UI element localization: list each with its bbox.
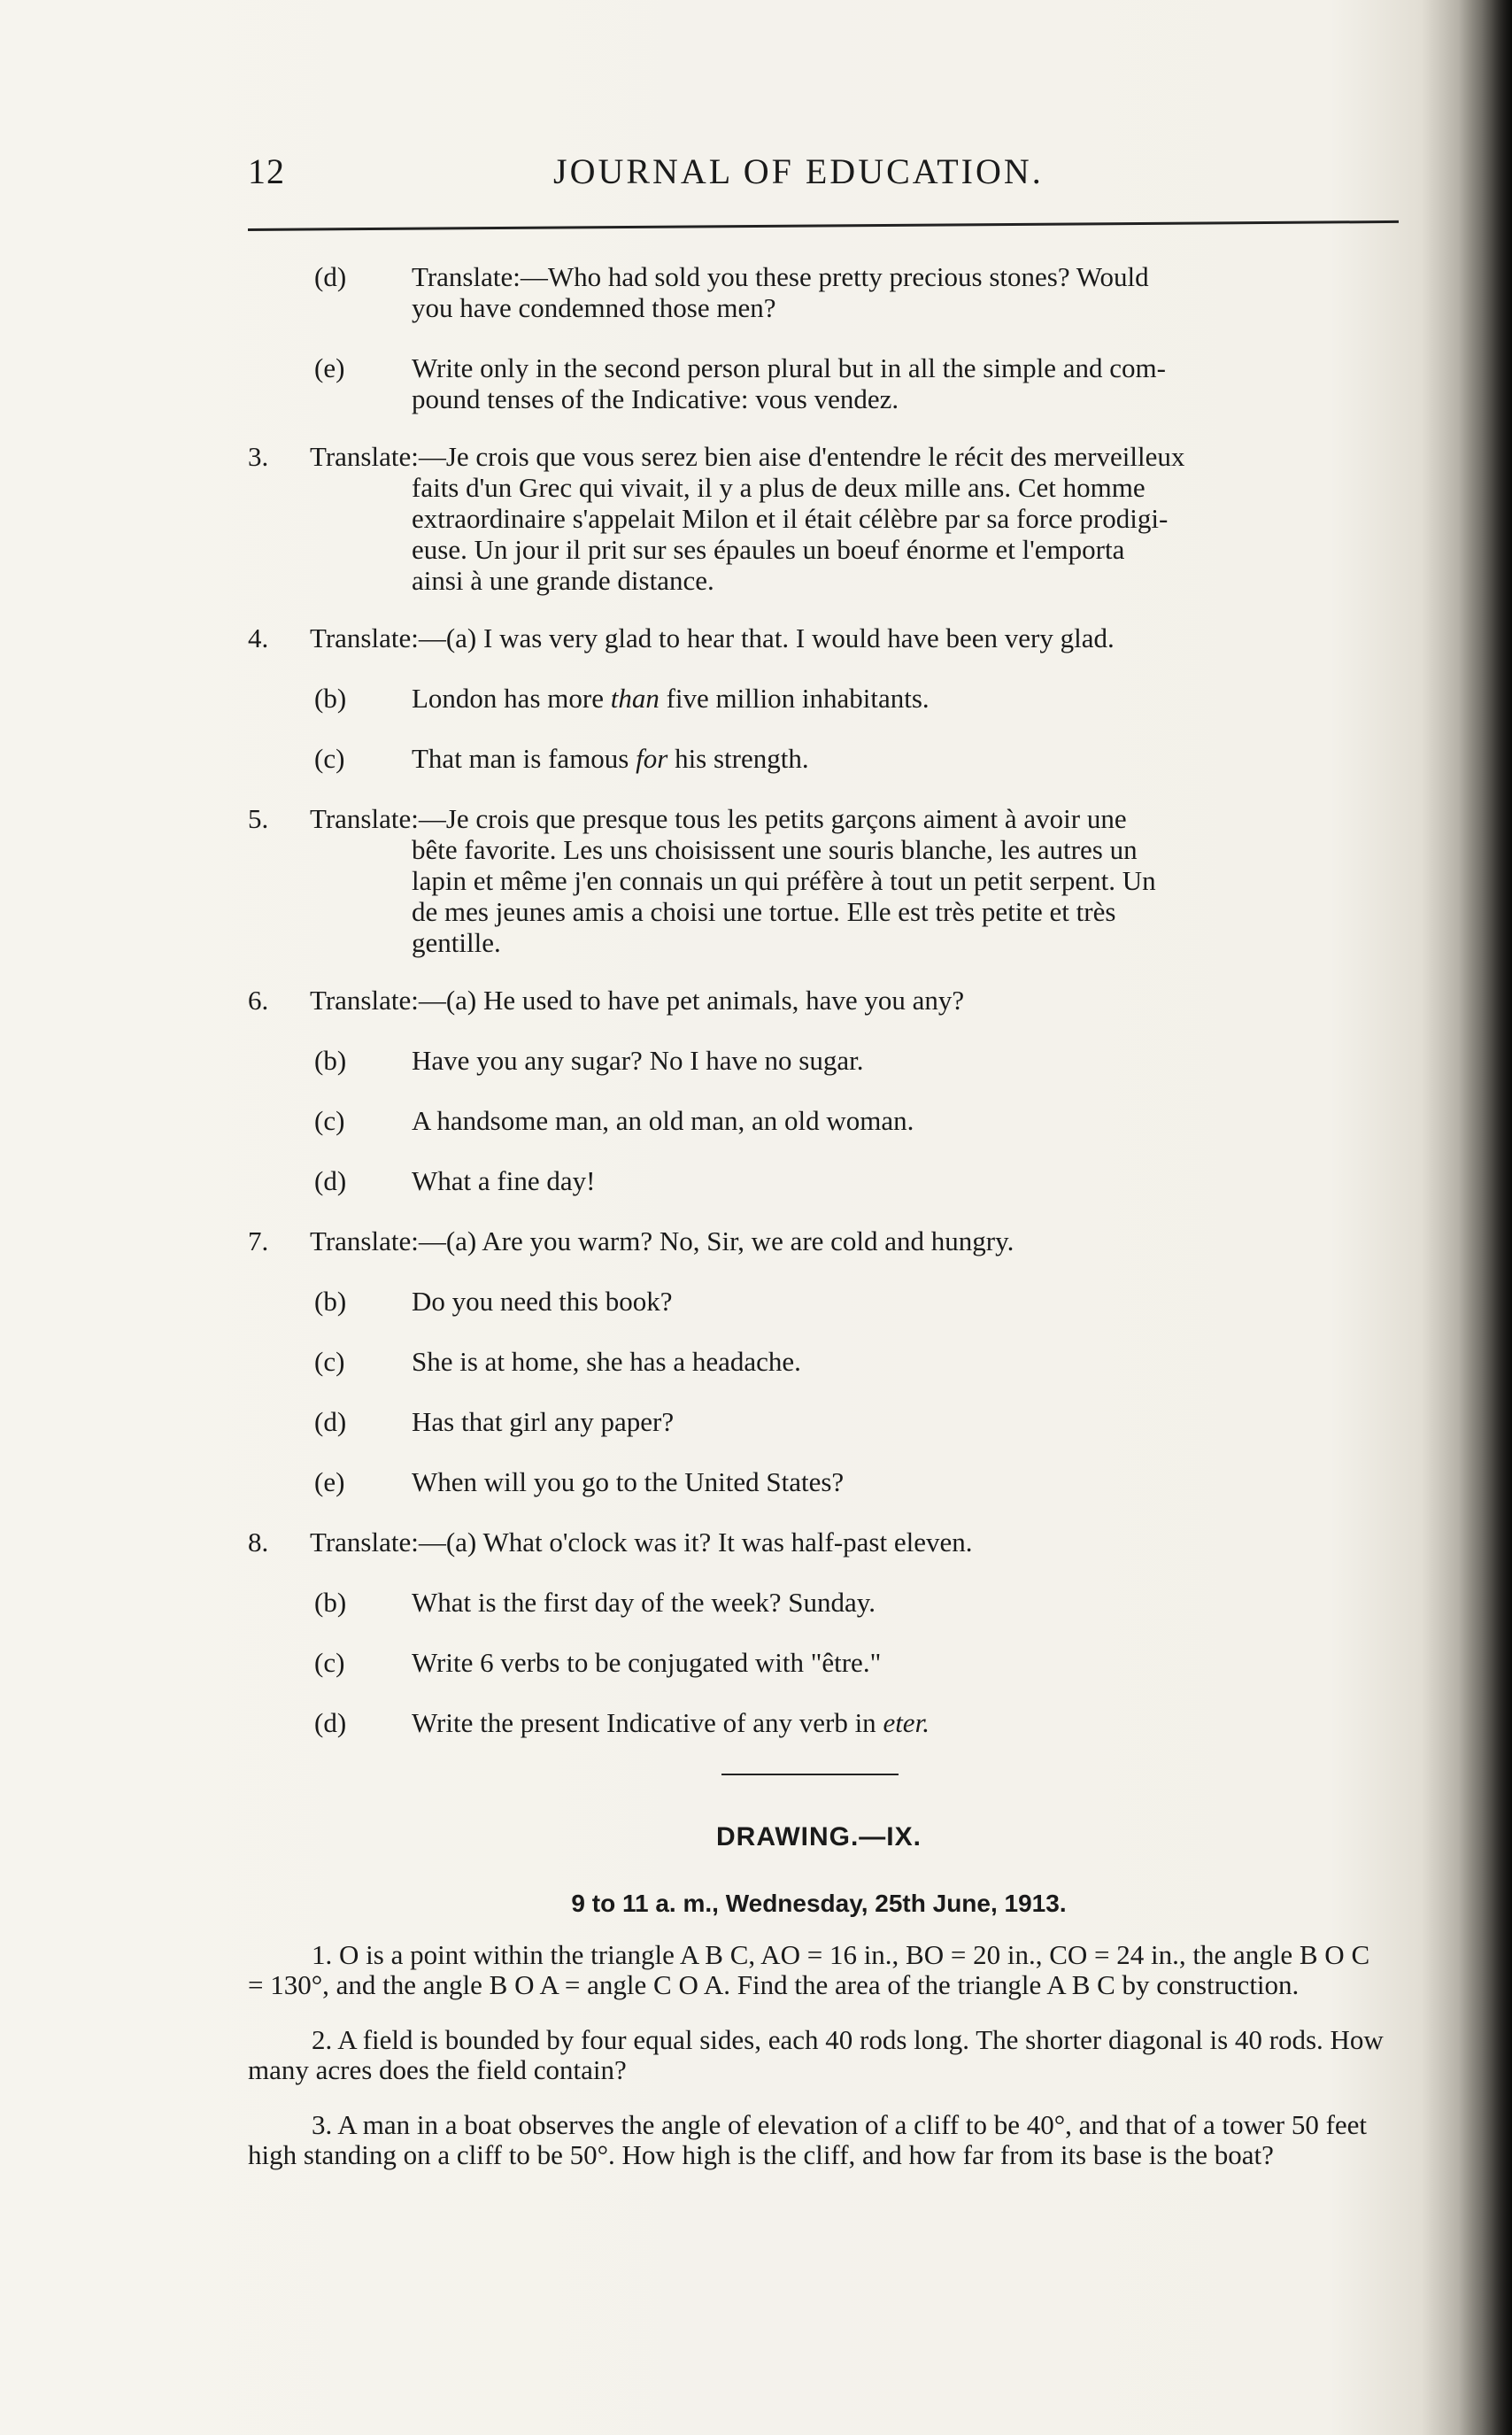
question-text: London has more bbox=[412, 683, 611, 714]
question-text: lapin et même j'en connais un qui préfère à tout un petit serpent. Un bbox=[412, 865, 1156, 896]
section-title: DRAWING.—IX. bbox=[715, 1822, 922, 1851]
sub-label: (d) bbox=[314, 1707, 347, 1738]
question-text: Translate:—(a) He used to have pet animals, have you any? bbox=[310, 985, 965, 1016]
question-text: When will you go to the United States? bbox=[412, 1466, 845, 1497]
question-number: 6. bbox=[248, 985, 269, 1016]
question-text: She is at home, she has a headache. bbox=[412, 1346, 801, 1377]
question-number: 5. bbox=[248, 803, 269, 834]
question-text: Write only in the second person plural but in all the simple and com- bbox=[412, 352, 1166, 383]
question-text: What a fine day! bbox=[412, 1165, 596, 1196]
question-5 bbox=[248, 803, 1390, 958]
emphasis-text: eter. bbox=[883, 1707, 930, 1738]
drawing-problem-2: 2. A field is bounded by four equal sides, each 40 rods long. The shorter diagonal is 40 rods. How many acres does the field contain? bbox=[248, 2024, 1384, 2085]
exam-schedule: 9 to 11 a. m., Wednesday, 25th June, 1913. bbox=[571, 1890, 1067, 1917]
page-number: 12 bbox=[248, 151, 285, 191]
question-7e bbox=[248, 1466, 1390, 1497]
question-text: bête favorite. Les uns choisissent une souris blanche, les autres un bbox=[412, 834, 1138, 865]
question-3 bbox=[248, 441, 1390, 596]
question-text: Translate:—(a) Are you warm? No, Sir, we are cold and hungry. bbox=[310, 1225, 1014, 1256]
question-text: Translate:—Who had sold you these pretty precious stones? Would bbox=[412, 261, 1149, 292]
question-6 bbox=[248, 985, 1390, 1016]
question-4b bbox=[248, 683, 1390, 714]
question-8b bbox=[248, 1587, 1390, 1618]
sub-label: (c) bbox=[314, 743, 345, 774]
question-text: faits d'un Grec qui vivait, il y a plus de deux mille ans. Cet homme bbox=[412, 472, 1146, 503]
sub-label: (e) bbox=[314, 352, 345, 383]
question-6b bbox=[248, 1045, 1390, 1076]
sub-label: (b) bbox=[314, 1286, 347, 1317]
question-text: Do you need this book? bbox=[412, 1286, 673, 1317]
question-7b bbox=[248, 1286, 1390, 1317]
sub-label: (e) bbox=[314, 1466, 345, 1497]
question-text: That man is famous bbox=[412, 743, 636, 774]
question-text: Have you any sugar? No I have no sugar. bbox=[412, 1045, 864, 1076]
sub-label: (c) bbox=[314, 1105, 345, 1136]
question-text: Write 6 verbs to be conjugated with "être." bbox=[412, 1647, 882, 1678]
sub-label: (b) bbox=[314, 1045, 347, 1076]
drawing-problem-3: 3. A man in a boat observes the angle of elevation of a cliff to be 40°, and that of a tower 50 feet high standing on a cliff to be 50°. How high is the cliff, and how far from its base is the boat? bbox=[248, 2109, 1368, 2170]
emphasis-text: than bbox=[610, 683, 660, 714]
question-text: Has that girl any paper? bbox=[412, 1406, 675, 1437]
question-4 bbox=[248, 622, 1390, 653]
question-text: extraordinaire s'appelait Milon et il était célèbre par sa force prodigi- bbox=[412, 503, 1169, 534]
journal-title: JOURNAL OF EDUCATION. bbox=[553, 151, 1044, 191]
question-7 bbox=[248, 1225, 1390, 1256]
section-divider bbox=[721, 1774, 899, 1775]
question-2d bbox=[248, 261, 1390, 323]
question-number: 7. bbox=[248, 1225, 269, 1256]
question-number: 4. bbox=[248, 622, 269, 653]
page-edge-shadow bbox=[1459, 0, 1512, 2435]
question-6c bbox=[248, 1105, 1390, 1136]
question-text: ainsi à une grande distance. bbox=[412, 565, 714, 596]
sub-label: (d) bbox=[314, 1406, 347, 1437]
question-text: euse. Un jour il prit sur ses épaules un boeuf énorme et l'emporta bbox=[412, 534, 1125, 565]
question-7d bbox=[248, 1406, 1390, 1437]
drawing-problem-1: 1. O is a point within the triangle A B C, AO = 16 in., BO = 20 in., CO = 24 in., the angle B O C = 130°, and the angle B O A = angle C O A. Find the area of the triangle A B C by construction. bbox=[248, 1939, 1370, 2000]
question-text: gentille. bbox=[412, 927, 501, 958]
question-number: 3. bbox=[248, 441, 269, 472]
header-rule bbox=[248, 220, 1399, 231]
sub-label: (c) bbox=[314, 1647, 345, 1678]
page-header bbox=[248, 151, 1257, 204]
question-text: de mes jeunes amis a choisi une tortue. Elle est très petite et très bbox=[412, 896, 1116, 927]
sub-label: (b) bbox=[314, 683, 347, 714]
sub-label: (d) bbox=[314, 261, 347, 292]
exam-content bbox=[248, 261, 1390, 2195]
sub-label: (d) bbox=[314, 1165, 347, 1196]
question-text: Translate:—(a) I was very glad to hear that. I would have been very glad. bbox=[310, 622, 1115, 653]
question-text: you have condemned those men? bbox=[412, 292, 776, 323]
sub-label: (c) bbox=[314, 1346, 345, 1377]
question-text: What is the first day of the week? Sunday. bbox=[412, 1587, 876, 1618]
emphasis-text: for bbox=[636, 743, 668, 774]
question-text: his strength. bbox=[667, 743, 809, 774]
question-4c bbox=[248, 743, 1390, 774]
question-number: 8. bbox=[248, 1527, 269, 1558]
question-text: A handsome man, an old man, an old woman. bbox=[412, 1105, 914, 1136]
question-text: Write the present Indicative of any verb in bbox=[412, 1707, 883, 1738]
question-text: Translate:—Je crois que presque tous les petits garçons aiment à avoir une bbox=[310, 803, 1127, 834]
question-text: five million inhabitants. bbox=[659, 683, 930, 714]
question-8c bbox=[248, 1647, 1390, 1678]
question-8 bbox=[248, 1527, 1390, 1558]
question-text: Translate:—(a) What o'clock was it? It was half-past eleven. bbox=[310, 1527, 973, 1558]
question-2e bbox=[248, 352, 1390, 414]
sub-label: (b) bbox=[314, 1587, 347, 1618]
question-text: Translate:—Je crois que vous serez bien aise d'entendre le récit des merveilleux bbox=[310, 441, 1185, 472]
question-6d bbox=[248, 1165, 1390, 1196]
question-7c bbox=[248, 1346, 1390, 1377]
question-text: pound tenses of the Indicative: vous vendez. bbox=[412, 383, 899, 414]
question-8d bbox=[248, 1707, 1390, 1738]
